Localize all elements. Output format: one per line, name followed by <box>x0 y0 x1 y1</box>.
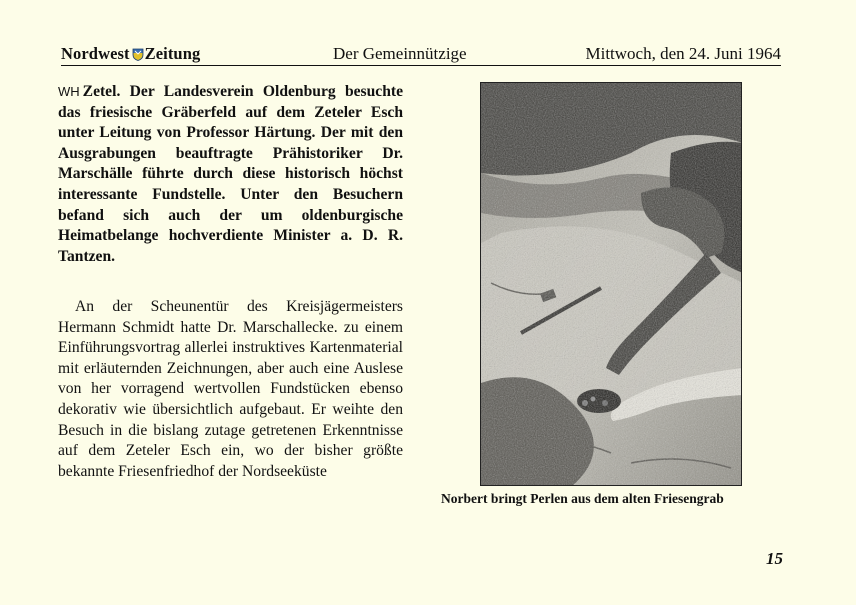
photo-caption: Norbert bringt Perlen aus dem alten Friesengrab <box>441 491 724 506</box>
article-body: An der Scheunentür des Kreisjägermeisters Hermann Schmidt hatte Dr. Marschallecke. zu einem Einführungsvortrag allerlei instruktives Kartenmaterial mit erläuternden Zeichnungen, aber auch eine Auslese von her vorragend wertvollen Fundstücken ebenso dekorativ wie übersichtlich aufgebaut. Er weihte den Besuch in die bislang zutage getretenen Erkenntnisse auf dem Zeteler Esch ein, wo der bisher größte bekannte Friesenfriedhof der Nordseeküste <box>58 298 403 480</box>
page-number: 15 <box>766 549 783 568</box>
article-lead <box>58 82 403 267</box>
page-header <box>61 43 781 66</box>
excavation-photo-illustration <box>481 83 742 486</box>
section-title: Der Gemeinnützige <box>333 44 467 63</box>
newspaper-masthead <box>61 44 200 64</box>
issue-date: Mittwoch, den 24. Juni 1964 <box>585 44 781 63</box>
masthead-name-part2: Zeitung <box>144 44 201 63</box>
agency-tag: WH <box>58 84 80 99</box>
lead-text: Zetel. Der Landesverein Oldenburg besuchte das friesische Gräberfeld auf dem Zeteler Esch unter Leitung von Professor Härtung. Der mit den Ausgrabungen beauftragte Prähistoriker Dr. Marschälle führte durch diese historisch höchst interessante Fundstelle. Unter den Besuchern befand sich auch der um oldenburgische Heimatbelange hochverdiente Minister a. D. R. Tantzen. <box>58 83 403 265</box>
coat-of-arms-icon <box>132 48 144 61</box>
masthead-name-part1: Nordwest <box>61 44 130 63</box>
excavation-photo <box>480 82 742 486</box>
